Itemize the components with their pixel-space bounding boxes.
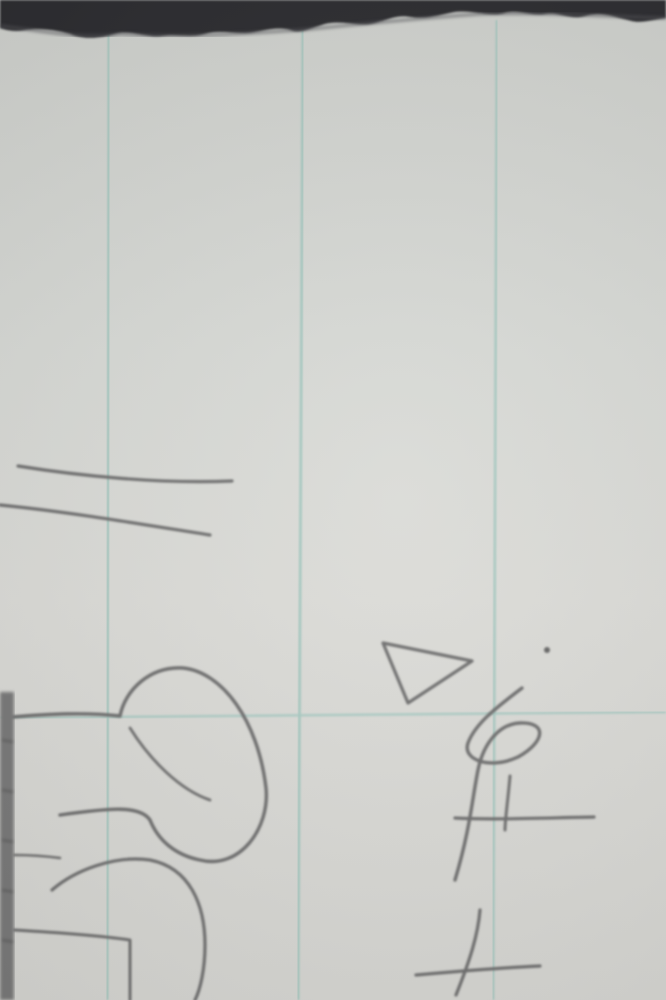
pencil-cloud-shape bbox=[12, 668, 266, 862]
pencil-cloud-shape bbox=[14, 930, 130, 1000]
pencil-script-loop bbox=[505, 776, 510, 830]
torn-dark-top-edge bbox=[0, 0, 666, 38]
pencil-script-loop bbox=[456, 910, 480, 995]
ruled-line-vertical bbox=[107, 30, 109, 1000]
pencil-parallel-strokes bbox=[0, 505, 210, 535]
pencil-parallel-strokes bbox=[18, 466, 232, 482]
pencil-script-loop bbox=[416, 966, 540, 975]
pencil-dot bbox=[544, 647, 550, 653]
ruled-line-vertical bbox=[493, 20, 497, 1000]
ruled-line-vertical bbox=[298, 30, 303, 1000]
pencil-cloud-shape bbox=[130, 728, 210, 800]
pencil-script-loop bbox=[455, 817, 594, 819]
pencil-script-loop bbox=[455, 688, 540, 880]
dark-left-strip bbox=[0, 692, 14, 1000]
pencil-triangle bbox=[383, 643, 472, 703]
pencil-cloud-shape bbox=[14, 855, 60, 858]
